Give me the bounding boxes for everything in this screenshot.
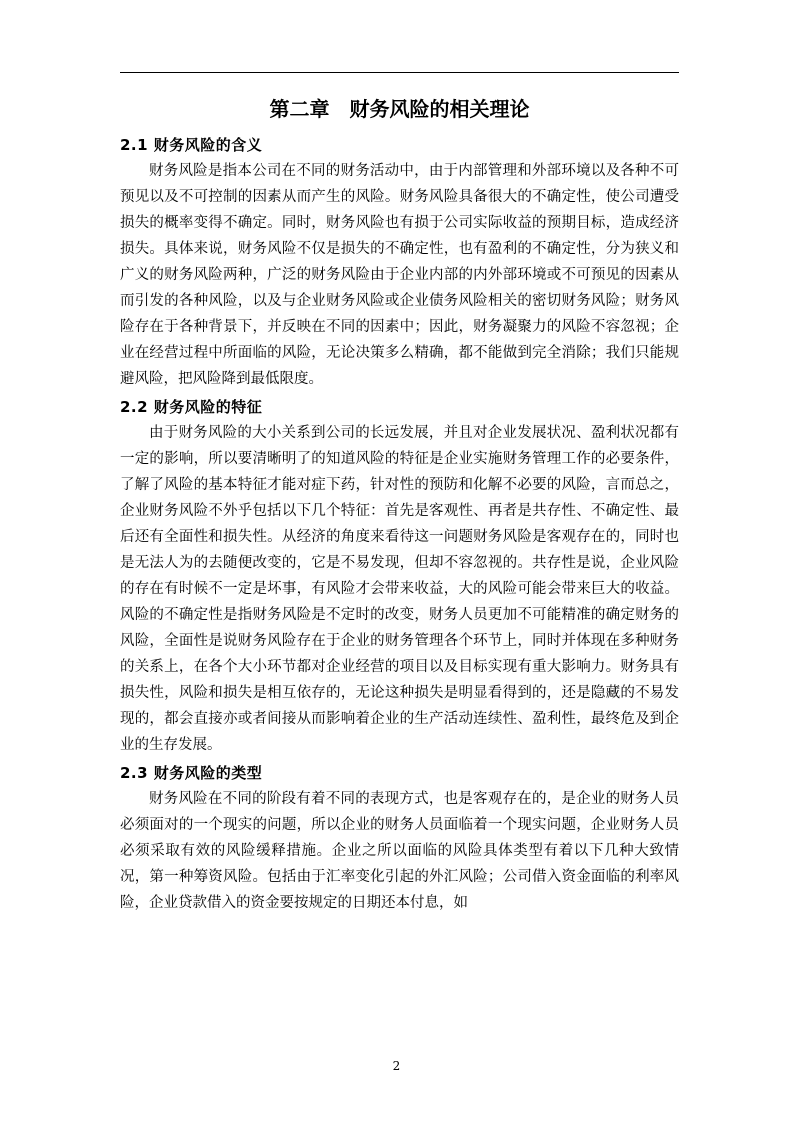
page-number: 2	[392, 1059, 401, 1073]
header-rule	[120, 72, 679, 73]
section-paragraph-2-1: 财务风险是指本公司在不同的财务活动中，由于内部管理和外部环境以及各种不可预见以及不可控制的因素从而产生的风险。财务风险具备很大的不确定性，使公司遭受损失的概率变得不确定。同时，财务风险也有损于公司实际收益的预期目标，造成经济损失。具体来说，财务风险不仅是损失的不确定性，也有盈利的不确定性，分为狭义和广义的财务风险两种，广泛的财务风险由于企业内部的内外部环境或不可预见的因素从而引发的各种风险，以及与企业财务风险或企业债务风险相关的密切财务风险；财务风险存在于各种背景下，并反映在不同的因素中；因此，财务凝聚力的风险不容忽视；企业在经营过程中所面临的风险，无论决策多么精确，都不能做到完全消除；我们只能规避风险，把风险降到最低限度。	[120, 163, 679, 387]
section-heading-2-3: 2.3 财务风险的类型	[120, 764, 263, 782]
section-heading-2-1: 2.1 财务风险的含义	[120, 136, 263, 154]
chapter-title: 第二章 财务风险的相关理论	[269, 97, 530, 121]
page-body	[120, 94, 679, 918]
section-paragraph-2-3: 财务风险在不同的阶段有着不同的表现方式，也是客观存在的，是企业的财务人员必须面对的一个现实的问题，所以企业的财务人员面临着一个现实问题，企业财务人员必须采取有效的风险缓释措施。企业之所以面临的风险具体类型有着以下几种大致情况，第一种筹资风险。包括由于汇率变化引起的外汇风险；公司借入资金面临的利率风险，企业贷款借入的资金要按规定的日期还本付息，如	[120, 791, 679, 911]
section-paragraph-2-2: 由于财务风险的大小关系到公司的长远发展，并且对企业发展状况、盈利状况都有一定的影响，所以要清晰明了的知道风险的特征是企业实施财务管理工作的必要条件，了解了风险的基本特征才能对症下药，针对性的预防和化解不必要的风险，言而总之，企业财务风险不外乎包括以下几个特征：首先是客观性、再者是共存性、不确定性、最后还有全面性和损失性。从经济的角度来看待这一问题财务风险是客观存在的，同时也是无法人为的去随便改变的，它是不易发现，但却不容忽视的。共存性是说，企业风险的存在有时候不一定是坏事，有风险才会带来收益，大的风险可能会带来巨大的收益。风险的不确定性是指财务风险是不定时的改变，财务人员更加不可能精准的确定财务的风险，全面性是说财务风险存在于企业的财务管理各个环节上，同时并体现在多种财务的关系上，在各个大小环节都对企业经营的项目以及目标实现有重大影响力。财务具有损失性，风险和损失是相互依存的，无论这种损失是明显看得到的，还是隐藏的不易发现的，都会直接亦或者间接从而影响着企业的生产活动连续性、盈利性，最终危及到企业的生存发展。	[120, 425, 679, 753]
section-heading-2-2: 2.2 财务风险的特征	[120, 398, 263, 416]
